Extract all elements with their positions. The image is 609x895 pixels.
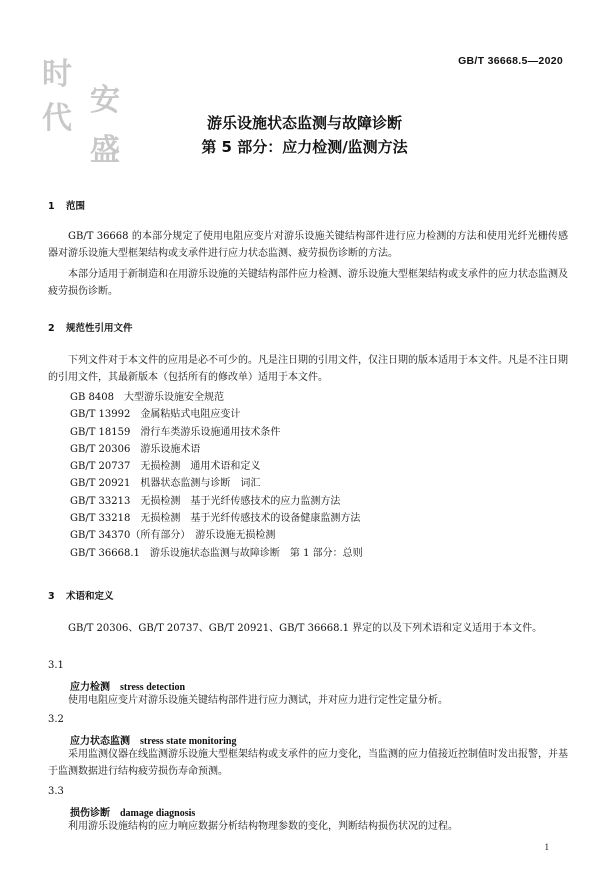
reference-item: GB/T 34370（所有部分） 游乐设施无损检测 [70,530,276,542]
term-title: 损伤诊断 damage diagnosis [70,808,196,819]
reference-item: GB/T 20737 无损检测 通用术语和定义 [70,461,261,473]
reference-item: GB/T 33213 无损检测 基于光纤传感技术的应力监测方法 [70,495,341,507]
reference-item: GB 8408 大型游乐设施安全规范 [70,392,224,403]
term-definition: 利用游乐设施结构的应力响应数据分析结构物理参数的变化，判断结构损伤状况的过程。 [68,821,458,832]
term-definition: 使用电阻应变片对游乐设施关键结构部件进行应力测试，并对应力进行定性定量分析。 [68,695,448,706]
section-1-para-2: 本部分适用于新制造和在用游乐设施的关键结构部件应力检测、游乐设施大型框架结构或支承件的应力状态监测及疲劳损伤诊断。 [48,269,568,297]
reference-item: GB/T 36668.1 游乐设施状态监测与故障诊断 第 1 部分：总则 [70,547,363,559]
svg-text:代: 代 [42,101,72,136]
term-number: 3.3 [48,786,64,797]
reference-item: GB/T 13992 金属粘贴式电阻应变计 [70,409,241,421]
section-3-heading: 3 术语和定义 [48,591,114,602]
standard-code: GB/T 36668.5—2020 [458,55,563,67]
normative-reference-list [70,389,363,562]
term-title: 应力状态监测 stress state monitoring [70,736,237,747]
reference-item: GB/T 18159 滑行车类游乐设施通用技术条件 [70,426,281,438]
page-number: 1 [544,842,549,852]
section-1-heading: 1 范围 [48,201,86,212]
reference-item: GB/T 20921 机器状态监测与诊断 词汇 [70,478,261,490]
section-3-intro: GB/T 20306、GB/T 20737、GB/T 20921、GB/T 36668.1 界定的以及下列术语和定义适用于本文件。 [68,623,543,634]
svg-text:盛: 盛 [90,133,120,168]
reference-item: GB/T 33218 无损检测 基于光纤传感技术的设备健康监测方法 [70,513,361,525]
term-definition: 采用监测仪器在线监测游乐设施大型框架结构或支承件的应力变化，当监测的应力值接近控制值时发出报警，并基于监测数据进行结构疲劳损伤寿命预测。 [48,749,568,777]
svg-text:安: 安 [90,83,120,118]
section-1-para-1: GB/T 36668 的本部分规定了使用电阻应变片对游乐设施关键结构部件进行应力检测的方法和使用光纤光栅传感器对游乐设施大型框架结构或支承件进行应力状态监测、疲劳损伤诊断的方法。 [48,231,568,259]
term-number: 3.1 [48,660,64,671]
svg-text:时: 时 [42,57,72,92]
document-title-line1: 游乐设施状态监测与故障诊断 [206,114,402,132]
section-2-intro: 下列文件对于本文件的应用是必不可少的。凡是注日期的引用文件，仅注日期的版本适用于本文件。凡是不注日期的引用文件，其最新版本（包括所有的修改单）适用于本文件。 [48,355,568,383]
term-number: 3.2 [48,714,64,725]
reference-item: GB/T 20306 游乐设施术语 [70,443,201,455]
term-title: 应力检测 stress detection [70,682,186,693]
document-title-line2: 第 5 部分：应力检测/监测方法 [201,138,408,156]
section-2-heading: 2 规范性引用文件 [48,323,133,334]
